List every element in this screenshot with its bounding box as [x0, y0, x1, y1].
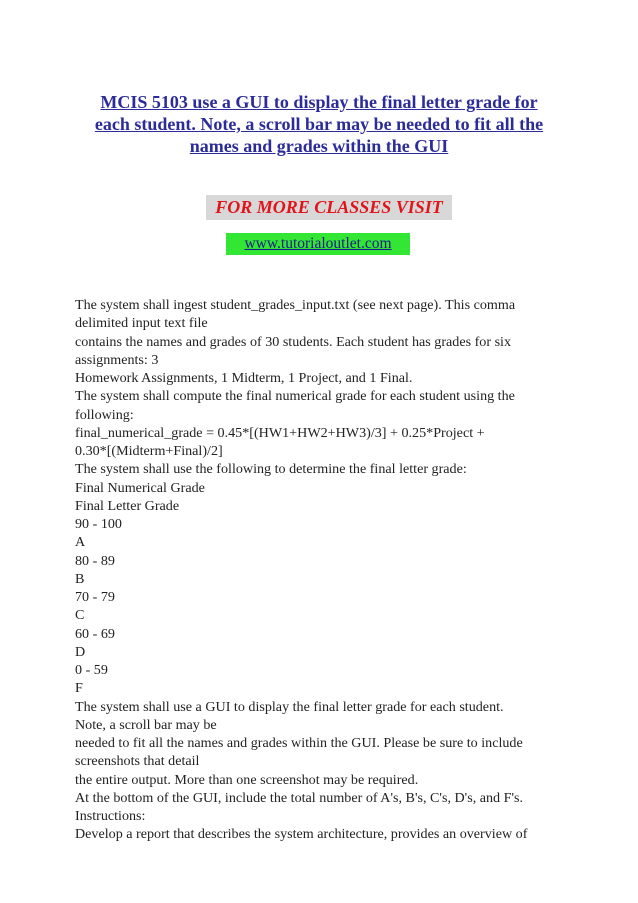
body-line: Develop a report that describes the system architecture, provides an overview of [75, 826, 528, 843]
body-line: F [75, 680, 83, 697]
body-line: 0.30*[(Midterm+Final)/2] [75, 443, 223, 459]
title-line: names and grades within the GUI [189, 136, 449, 156]
body-line: At the bottom of the GUI, include the total number of A's, B's, C's, D's, and F's. [75, 789, 523, 806]
body-line: C [75, 607, 85, 624]
promo-link[interactable]: www.tutorialoutlet.com [244, 235, 392, 252]
body-line: 90 - 100 [75, 516, 122, 532]
body-line: Final Letter Grade [75, 497, 180, 514]
body-line: screenshots that detail [75, 753, 200, 770]
body-line: Instructions: [75, 808, 146, 824]
body-line: contains the names and grades of 30 students. Each student has grades for six [75, 333, 512, 350]
body-line: The system shall use the following to determine the final letter grade: [75, 461, 467, 478]
body-line: 80 - 89 [75, 552, 115, 569]
promo-heading: FOR MORE CLASSES VISIT [215, 197, 443, 217]
body-line: The system shall compute the final numerical grade for each student using the [75, 388, 515, 405]
body-line: final_numerical_grade = 0.45*[(HW1+HW2+HW3)/3] + 0.25*Project + [75, 424, 485, 441]
body-line: delimited input text file [75, 315, 208, 332]
body-line: Homework Assignments, 1 Midterm, 1 Project, and 1 Final. [75, 370, 413, 386]
promo-banner [206, 195, 452, 220]
body-line: A [75, 534, 86, 551]
title-line: each student. Note, a scroll bar may be needed to fit all the [94, 114, 544, 134]
body-line: The system shall use a GUI to display the final letter grade for each student. [75, 698, 504, 715]
body-line: D [75, 643, 86, 660]
body-line: The system shall ingest student_grades_input.txt (see next page). This comma [75, 297, 516, 313]
body-line: assignments: 3 [75, 351, 159, 368]
body-line: 0 - 59 [75, 662, 108, 678]
body-line: the entire output. More than one screenshot may be required. [75, 771, 419, 788]
body-line: B [75, 570, 85, 587]
title-line: MCIS 5103 use a GUI to display the final letter grade for [100, 92, 538, 112]
body-line: following: [75, 406, 134, 423]
body-line: 70 - 79 [75, 589, 115, 605]
body-text [75, 296, 565, 844]
body-line: Final Numerical Grade [75, 479, 205, 496]
body-line: Note, a scroll bar may be [75, 716, 217, 733]
body-line: needed to fit all the names and grades within the GUI. Please be sure to include [75, 735, 523, 751]
body-line: 60 - 69 [75, 625, 115, 642]
promo-link-box[interactable] [226, 233, 410, 255]
document-title [66, 91, 572, 157]
